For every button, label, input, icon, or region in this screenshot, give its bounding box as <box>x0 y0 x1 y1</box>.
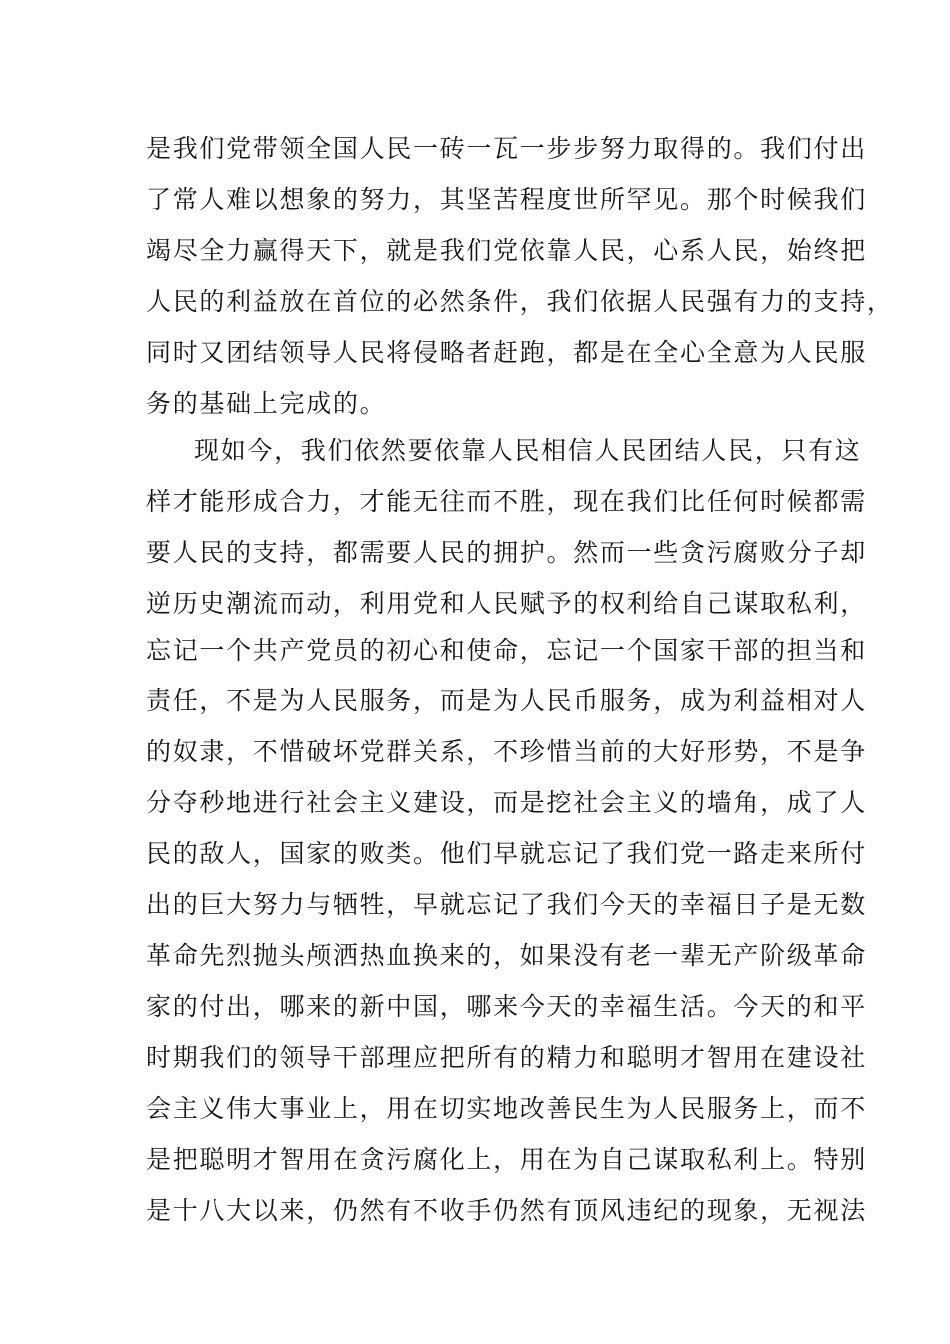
text-line: 是十八大以来，仍然有不收手仍然有顶风违纪的现象，无视法 <box>146 1196 867 1225</box>
text-line: 民的敌人，国家的败类。他们早就忘记了我们党一路走来所付 <box>146 839 867 868</box>
text-line: 样才能形成合力，才能无往而不胜，现在我们比任何时候都需 <box>146 487 867 516</box>
text-line: 的奴隶，不惜破坏党群关系，不珍惜当前的大好形势，不是争 <box>146 737 867 766</box>
text-line: 现如今，我们依然要依靠人民相信人民团结人民，只有这 <box>194 436 862 465</box>
text-line: 分夺秒地进行社会主义建设，而是挖社会主义的墙角，成了人 <box>146 788 867 817</box>
text-line: 时期我们的领导干部理应把所有的精力和聪明才智用在建设社 <box>146 1043 867 1072</box>
text-line: 家的付出，哪来的新中国，哪来今天的幸福生活。今天的和平 <box>146 992 867 1021</box>
text-line: 务的基础上完成的。 <box>146 389 387 418</box>
text-line: 同时又团结领导人民将侵略者赶跑，都是在全心全意为人民服 <box>146 338 867 367</box>
text-line: 是把聪明才智用在贪污腐化上，用在为自己谋取私利上。特别 <box>146 1145 867 1174</box>
text-line: 责任，不是为人民服务，而是为人民币服务，成为利益相对人 <box>146 686 867 715</box>
text-line: 革命先烈抛头颅洒热血换来的，如果没有老一辈无产阶级革命 <box>146 941 867 970</box>
text-line: 是我们党带领全国人民一砖一瓦一步步努力取得的。我们付出 <box>146 134 867 163</box>
text-line: 会主义伟大事业上，用在切实地改善民生为人民服务上，而不 <box>146 1094 867 1123</box>
text-line: 人民的利益放在首位的必然条件，我们依据人民强有力的支持， <box>146 287 894 316</box>
text-line: 忘记一个共产党员的初心和使命，忘记一个国家干部的担当和 <box>146 636 867 665</box>
text-line: 竭尽全力赢得天下，就是我们党依靠人民，心系人民，始终把 <box>146 236 867 265</box>
text-line: 逆历史潮流而动，利用党和人民赋予的权利给自己谋取私利， <box>146 589 867 618</box>
text-line: 要人民的支持，都需要人民的拥护。然而一些贪污腐败分子却 <box>146 538 867 567</box>
text-line: 出的巨大努力与牺牲，早就忘记了我们今天的幸福日子是无数 <box>146 890 867 919</box>
text-line: 了常人难以想象的努力，其坚苦程度世所罕见。那个时候我们 <box>146 185 867 214</box>
